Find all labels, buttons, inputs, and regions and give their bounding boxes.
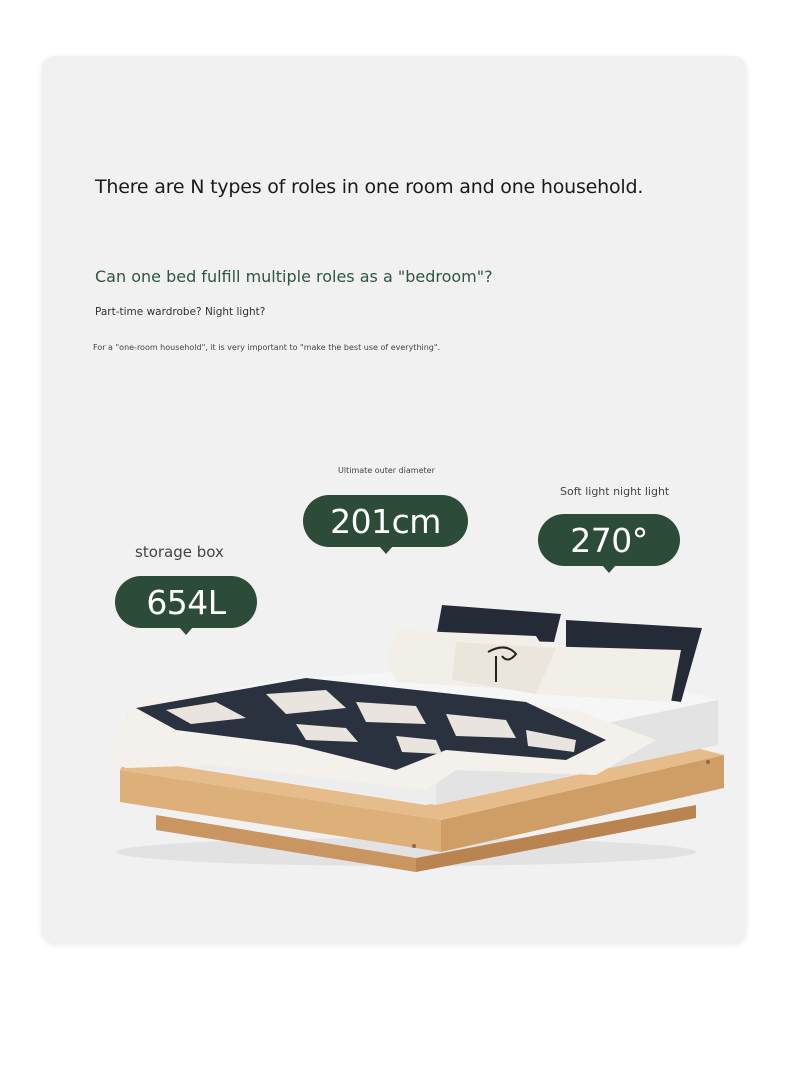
- headline: There are N types of roles in one room and one household.: [95, 176, 644, 198]
- light-caption: Soft light night light: [560, 485, 670, 498]
- storage-badge: 654L: [115, 576, 257, 628]
- storage-caption: storage box: [135, 543, 224, 561]
- subtext-household: For a "one-room household", it is very important to "make the best use of everything".: [93, 343, 441, 352]
- light-badge: 270°: [538, 514, 680, 566]
- question-heading: Can one bed fulfill multiple roles as a "bedroom"?: [95, 267, 493, 286]
- diameter-caption: Ultimate outer diameter: [338, 466, 435, 475]
- diameter-badge: 201cm: [303, 495, 468, 547]
- subtext-wardrobe: Part-time wardrobe? Night light?: [95, 306, 266, 318]
- bed-illustration: [96, 590, 736, 880]
